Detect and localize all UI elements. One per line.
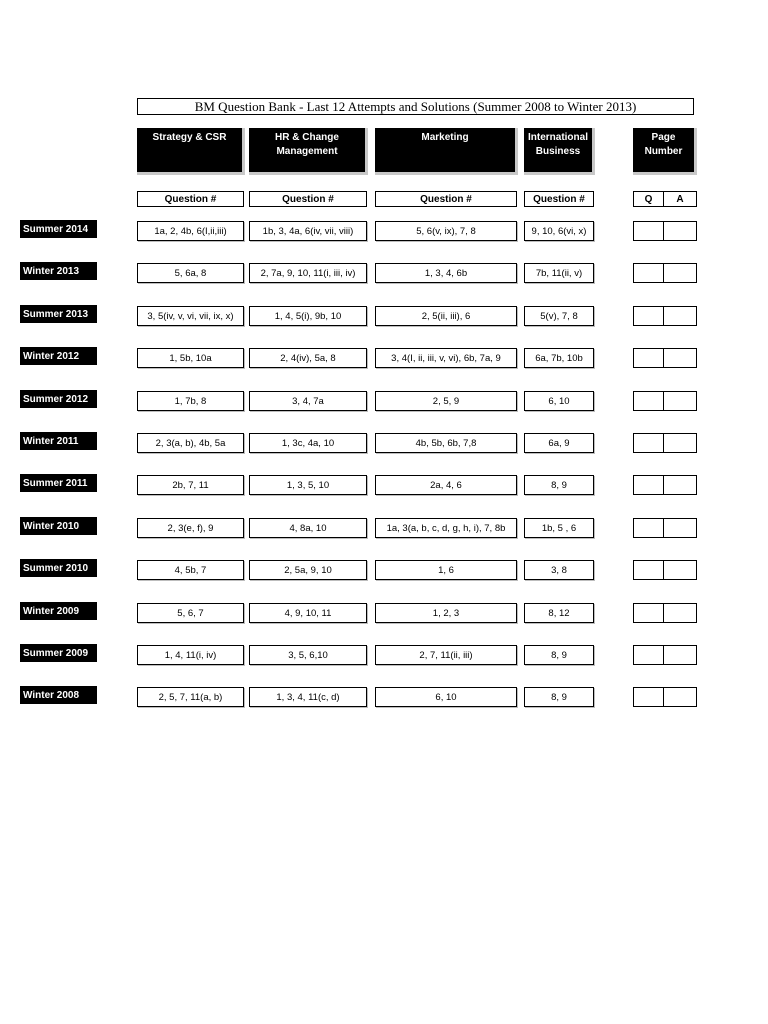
page-q-cell [633, 475, 664, 495]
cell-hr: 3, 5, 6,10 [249, 645, 367, 665]
page-q-cell [633, 391, 664, 411]
cell-international: 7b, 11(ii, v) [524, 263, 594, 283]
cell-international: 6a, 9 [524, 433, 594, 453]
cell-international: 5(v), 7, 8 [524, 306, 594, 326]
column-header-line2: Business [535, 146, 581, 157]
question-header: Question # [524, 191, 594, 207]
column-header-line1: Page [651, 132, 676, 143]
cell-international: 8, 9 [524, 687, 594, 707]
row-label: Summer 2011 [20, 474, 97, 492]
cell-hr: 1, 3, 4, 11(c, d) [249, 687, 367, 707]
page-q-cell [633, 560, 664, 580]
cell-international: 3, 8 [524, 560, 594, 580]
cell-marketing: 1, 2, 3 [375, 603, 517, 623]
row-label: Winter 2009 [20, 602, 97, 620]
cell-marketing: 2a, 4, 6 [375, 475, 517, 495]
page-a-cell [663, 560, 697, 580]
page-a-cell [663, 221, 697, 241]
page-a-cell [663, 391, 697, 411]
cell-marketing: 1a, 3(a, b, c, d, g, h, i), 7, 8b [375, 518, 517, 538]
cell-hr: 4, 8a, 10 [249, 518, 367, 538]
column-header-line2: Management [276, 146, 338, 157]
page-q-cell [633, 348, 664, 368]
column-header-line1: HR & Change [275, 132, 339, 143]
column-header-line1: Marketing [421, 132, 469, 143]
q-header: Q [633, 191, 664, 207]
cell-strategy: 1, 7b, 8 [137, 391, 244, 411]
question-header: Question # [375, 191, 517, 207]
cell-hr: 1, 4, 5(i), 9b, 10 [249, 306, 367, 326]
cell-international: 6a, 7b, 10b [524, 348, 594, 368]
row-label: Winter 2010 [20, 517, 97, 535]
cell-strategy: 2, 3(a, b), 4b, 5a [137, 433, 244, 453]
column-header-marketing [375, 128, 518, 175]
cell-international: 6, 10 [524, 391, 594, 411]
a-header: A [663, 191, 697, 207]
cell-strategy: 1a, 2, 4b, 6(I,ii,iii) [137, 221, 244, 241]
page-a-cell [663, 306, 697, 326]
page-a-cell [663, 433, 697, 453]
cell-strategy: 2, 3(e, f), 9 [137, 518, 244, 538]
cell-marketing: 2, 7, 11(ii, iii) [375, 645, 517, 665]
page-a-cell [663, 475, 697, 495]
page-q-cell [633, 433, 664, 453]
column-header-international [524, 128, 595, 175]
page-q-cell [633, 687, 664, 707]
column-header-line1: Strategy & CSR [152, 132, 227, 143]
cell-marketing: 1, 3, 4, 6b [375, 263, 517, 283]
cell-hr: 2, 5a, 9, 10 [249, 560, 367, 580]
column-header-strategy [137, 128, 245, 175]
cell-marketing: 5, 6(v, ix), 7, 8 [375, 221, 517, 241]
cell-strategy: 5, 6a, 8 [137, 263, 244, 283]
cell-strategy: 5, 6, 7 [137, 603, 244, 623]
row-label: Summer 2012 [20, 390, 97, 408]
page-q-cell [633, 263, 664, 283]
page-a-cell [663, 645, 697, 665]
cell-hr: 2, 7a, 9, 10, 11(i, iii, iv) [249, 263, 367, 283]
cell-hr: 1, 3, 5, 10 [249, 475, 367, 495]
row-label: Winter 2011 [20, 432, 97, 450]
page-title: BM Question Bank - Last 12 Attempts and Solutions (Summer 2008 to Winter 2013) [137, 98, 694, 115]
cell-international: 8, 9 [524, 645, 594, 665]
page-a-cell [663, 603, 697, 623]
row-label: Summer 2014 [20, 220, 97, 238]
page-a-cell [663, 518, 697, 538]
question-header: Question # [137, 191, 244, 207]
column-header-hr [249, 128, 368, 175]
page-q-cell [633, 306, 664, 326]
page-a-cell [663, 348, 697, 368]
page-q-cell [633, 518, 664, 538]
cell-marketing: 6, 10 [375, 687, 517, 707]
page-q-cell [633, 221, 664, 241]
cell-hr: 1, 3c, 4a, 10 [249, 433, 367, 453]
cell-strategy: 4, 5b, 7 [137, 560, 244, 580]
row-label: Summer 2013 [20, 305, 97, 323]
page-q-cell [633, 603, 664, 623]
question-header: Question # [249, 191, 367, 207]
row-label: Winter 2013 [20, 262, 97, 280]
cell-international: 1b, 5 , 6 [524, 518, 594, 538]
row-label: Summer 2009 [20, 644, 97, 662]
cell-hr: 3, 4, 7a [249, 391, 367, 411]
cell-strategy: 2, 5, 7, 11(a, b) [137, 687, 244, 707]
cell-marketing: 2, 5(ii, iii), 6 [375, 306, 517, 326]
cell-strategy: 1, 5b, 10a [137, 348, 244, 368]
row-label: Winter 2008 [20, 686, 97, 704]
page-q-cell [633, 645, 664, 665]
cell-marketing: 3, 4(I, ii, iii, v, vi), 6b, 7a, 9 [375, 348, 517, 368]
column-header-page-number [633, 128, 697, 175]
cell-marketing: 4b, 5b, 6b, 7,8 [375, 433, 517, 453]
cell-marketing: 2, 5, 9 [375, 391, 517, 411]
cell-marketing: 1, 6 [375, 560, 517, 580]
page-a-cell [663, 263, 697, 283]
cell-international: 9, 10, 6(vi, x) [524, 221, 594, 241]
row-label: Summer 2010 [20, 559, 97, 577]
row-label: Winter 2012 [20, 347, 97, 365]
cell-strategy: 3, 5(iv, v, vi, vii, ix, x) [137, 306, 244, 326]
page-a-cell [663, 687, 697, 707]
cell-strategy: 1, 4, 11(i, iv) [137, 645, 244, 665]
cell-strategy: 2b, 7, 11 [137, 475, 244, 495]
cell-international: 8, 9 [524, 475, 594, 495]
cell-international: 8, 12 [524, 603, 594, 623]
column-header-line2: Number [644, 146, 683, 157]
cell-hr: 1b, 3, 4a, 6(iv, vii, viii) [249, 221, 367, 241]
cell-hr: 2, 4(iv), 5a, 8 [249, 348, 367, 368]
column-header-line1: International [527, 132, 588, 143]
cell-hr: 4, 9, 10, 11 [249, 603, 367, 623]
